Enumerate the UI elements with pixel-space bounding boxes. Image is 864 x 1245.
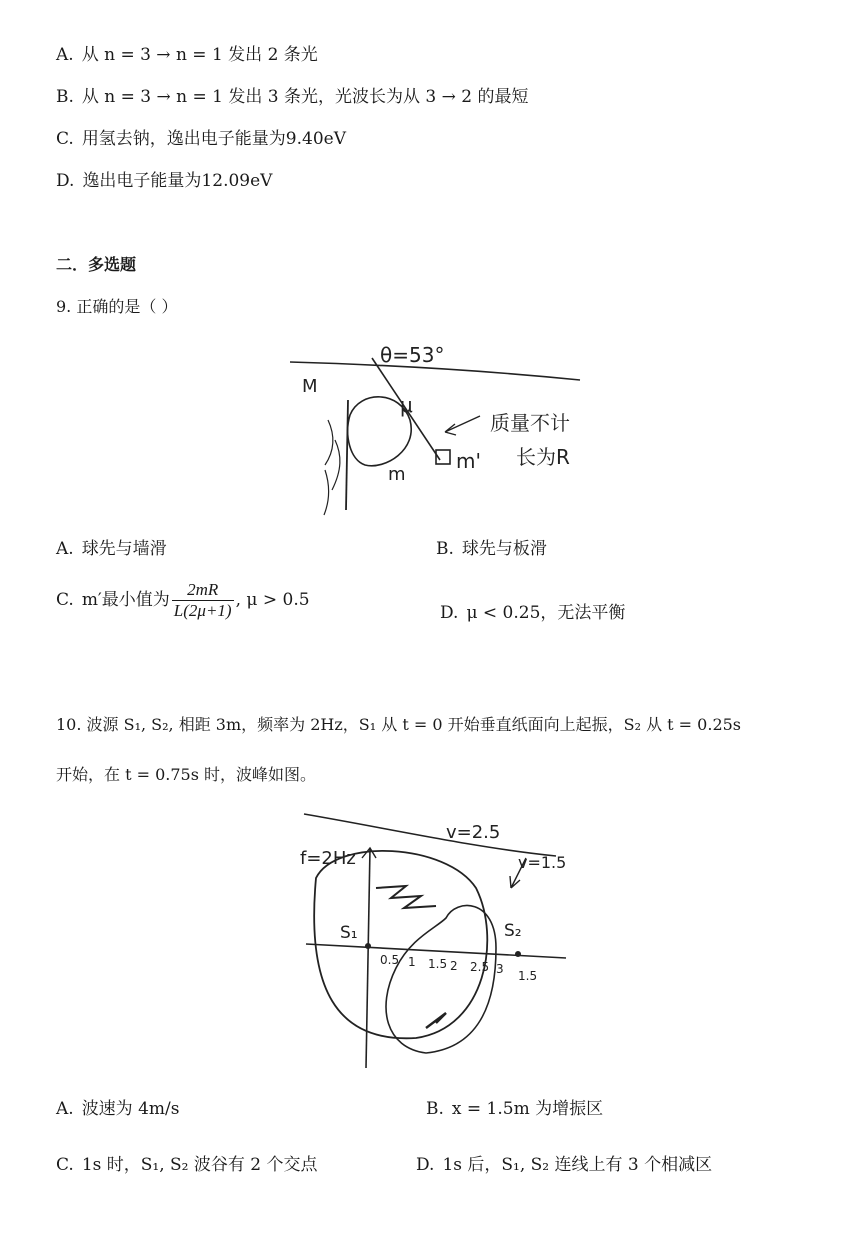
option-letter: B. <box>56 87 74 107</box>
tick-label: 0.5 <box>380 953 400 967</box>
option-letter: B. <box>426 1099 444 1119</box>
s1-wavefront <box>314 851 490 1038</box>
option-letter: D. <box>56 171 75 191</box>
option-letter: A. <box>56 45 74 65</box>
option-letter: C. <box>56 590 74 610</box>
option-text: x = 1.5m 为增振区 <box>451 1099 604 1119</box>
fraction-denominator: L(2μ+1) <box>173 601 232 620</box>
velocity2-label: v=1.5 <box>518 853 567 872</box>
option-text: 1s 时，S₁, S₂ 波谷有 2 个交点 <box>81 1155 318 1175</box>
velocity-label: v=2.5 <box>446 822 501 843</box>
option-text: 球先与墙滑 <box>81 539 167 559</box>
q9-option-c <box>56 580 310 621</box>
x-axis <box>306 944 566 958</box>
tick-label: 1.5 <box>518 969 538 983</box>
mu-label: μ <box>400 393 413 417</box>
option-text: μ < 0.25，无法平衡 <box>466 603 626 623</box>
option-text: 用氢去钠，逸出电子能量为9.40eV <box>81 129 347 149</box>
option-letter: C. <box>56 129 74 149</box>
option-letter: B. <box>436 539 454 559</box>
option-letter: D. <box>440 603 459 623</box>
q8-option-d <box>56 166 272 191</box>
note-label: 质量不计 <box>490 411 570 435</box>
q9-option-b <box>436 534 547 559</box>
option-letter: C. <box>56 1155 74 1175</box>
option-text: 球先与板滑 <box>461 539 547 559</box>
length-label: 长为R <box>516 445 570 469</box>
q9-stem: 9. 正确的是（ ） <box>56 297 178 316</box>
option-letter: A. <box>56 539 74 559</box>
fraction <box>172 580 234 621</box>
mass-ball-label: m <box>388 464 406 485</box>
s2-label: S₂ <box>504 921 522 941</box>
tick-label: 2.5 <box>470 960 490 974</box>
q9-option-a <box>56 534 167 559</box>
mass-board-label: m' <box>456 449 481 473</box>
q10-stem-line1: 10. 波源 S₁, S₂, 相距 3m，频率为 2Hz，S₁ 从 t = 0 开始垂直纸面向上起振，S₂ 从 t = 0.25s <box>56 715 742 734</box>
wall-label: M <box>302 376 318 397</box>
option-text: 波速为 4m/s <box>81 1099 180 1119</box>
option-text: 1s 后，S₁, S₂ 连线上有 3 个相减区 <box>442 1155 713 1175</box>
option-text: 从 n = 3 → n = 1 发出 3 条光，光波长为从 3 → 2 的最短 <box>81 87 529 107</box>
option-letter: D. <box>416 1155 435 1175</box>
q10-stem-line2: 开始，在 t = 0.75s 时，波峰如图。 <box>56 765 317 784</box>
q10-option-a <box>56 1094 179 1119</box>
y-axis <box>366 848 370 1068</box>
q9-sketch <box>280 340 600 530</box>
wall-line <box>346 400 348 510</box>
q8-option-b <box>56 82 529 107</box>
q10-option-b <box>426 1094 603 1119</box>
q9-option-d <box>440 598 625 623</box>
tick-label: 1.5 <box>428 957 448 971</box>
q8-option-a <box>56 40 318 65</box>
s1-point <box>365 943 371 949</box>
s1-label: S₁ <box>340 923 358 943</box>
option-letter: A. <box>56 1099 74 1119</box>
s2-point <box>515 951 521 957</box>
tick-label: 2 <box>450 959 458 973</box>
q10-option-d <box>416 1150 712 1175</box>
freq-label: f=2Hz <box>300 848 356 869</box>
tick-label: 1 <box>408 955 416 969</box>
q10-option-c <box>56 1150 318 1175</box>
section-title: 二．多选题 <box>56 255 137 274</box>
option-text: 从 n = 3 → n = 1 发出 2 条光 <box>81 45 318 65</box>
angle-label: θ=53° <box>380 343 445 367</box>
option-suffix: , μ > 0.5 <box>235 590 310 610</box>
tick-label: 3 <box>496 962 504 976</box>
option-text: 逸出电子能量为12.09eV <box>82 171 273 191</box>
q8-option-c <box>56 124 346 149</box>
fraction-numerator: 2mR <box>172 580 234 601</box>
q10-sketch <box>296 808 576 1078</box>
option-prefix: m′最小值为 <box>81 590 170 610</box>
